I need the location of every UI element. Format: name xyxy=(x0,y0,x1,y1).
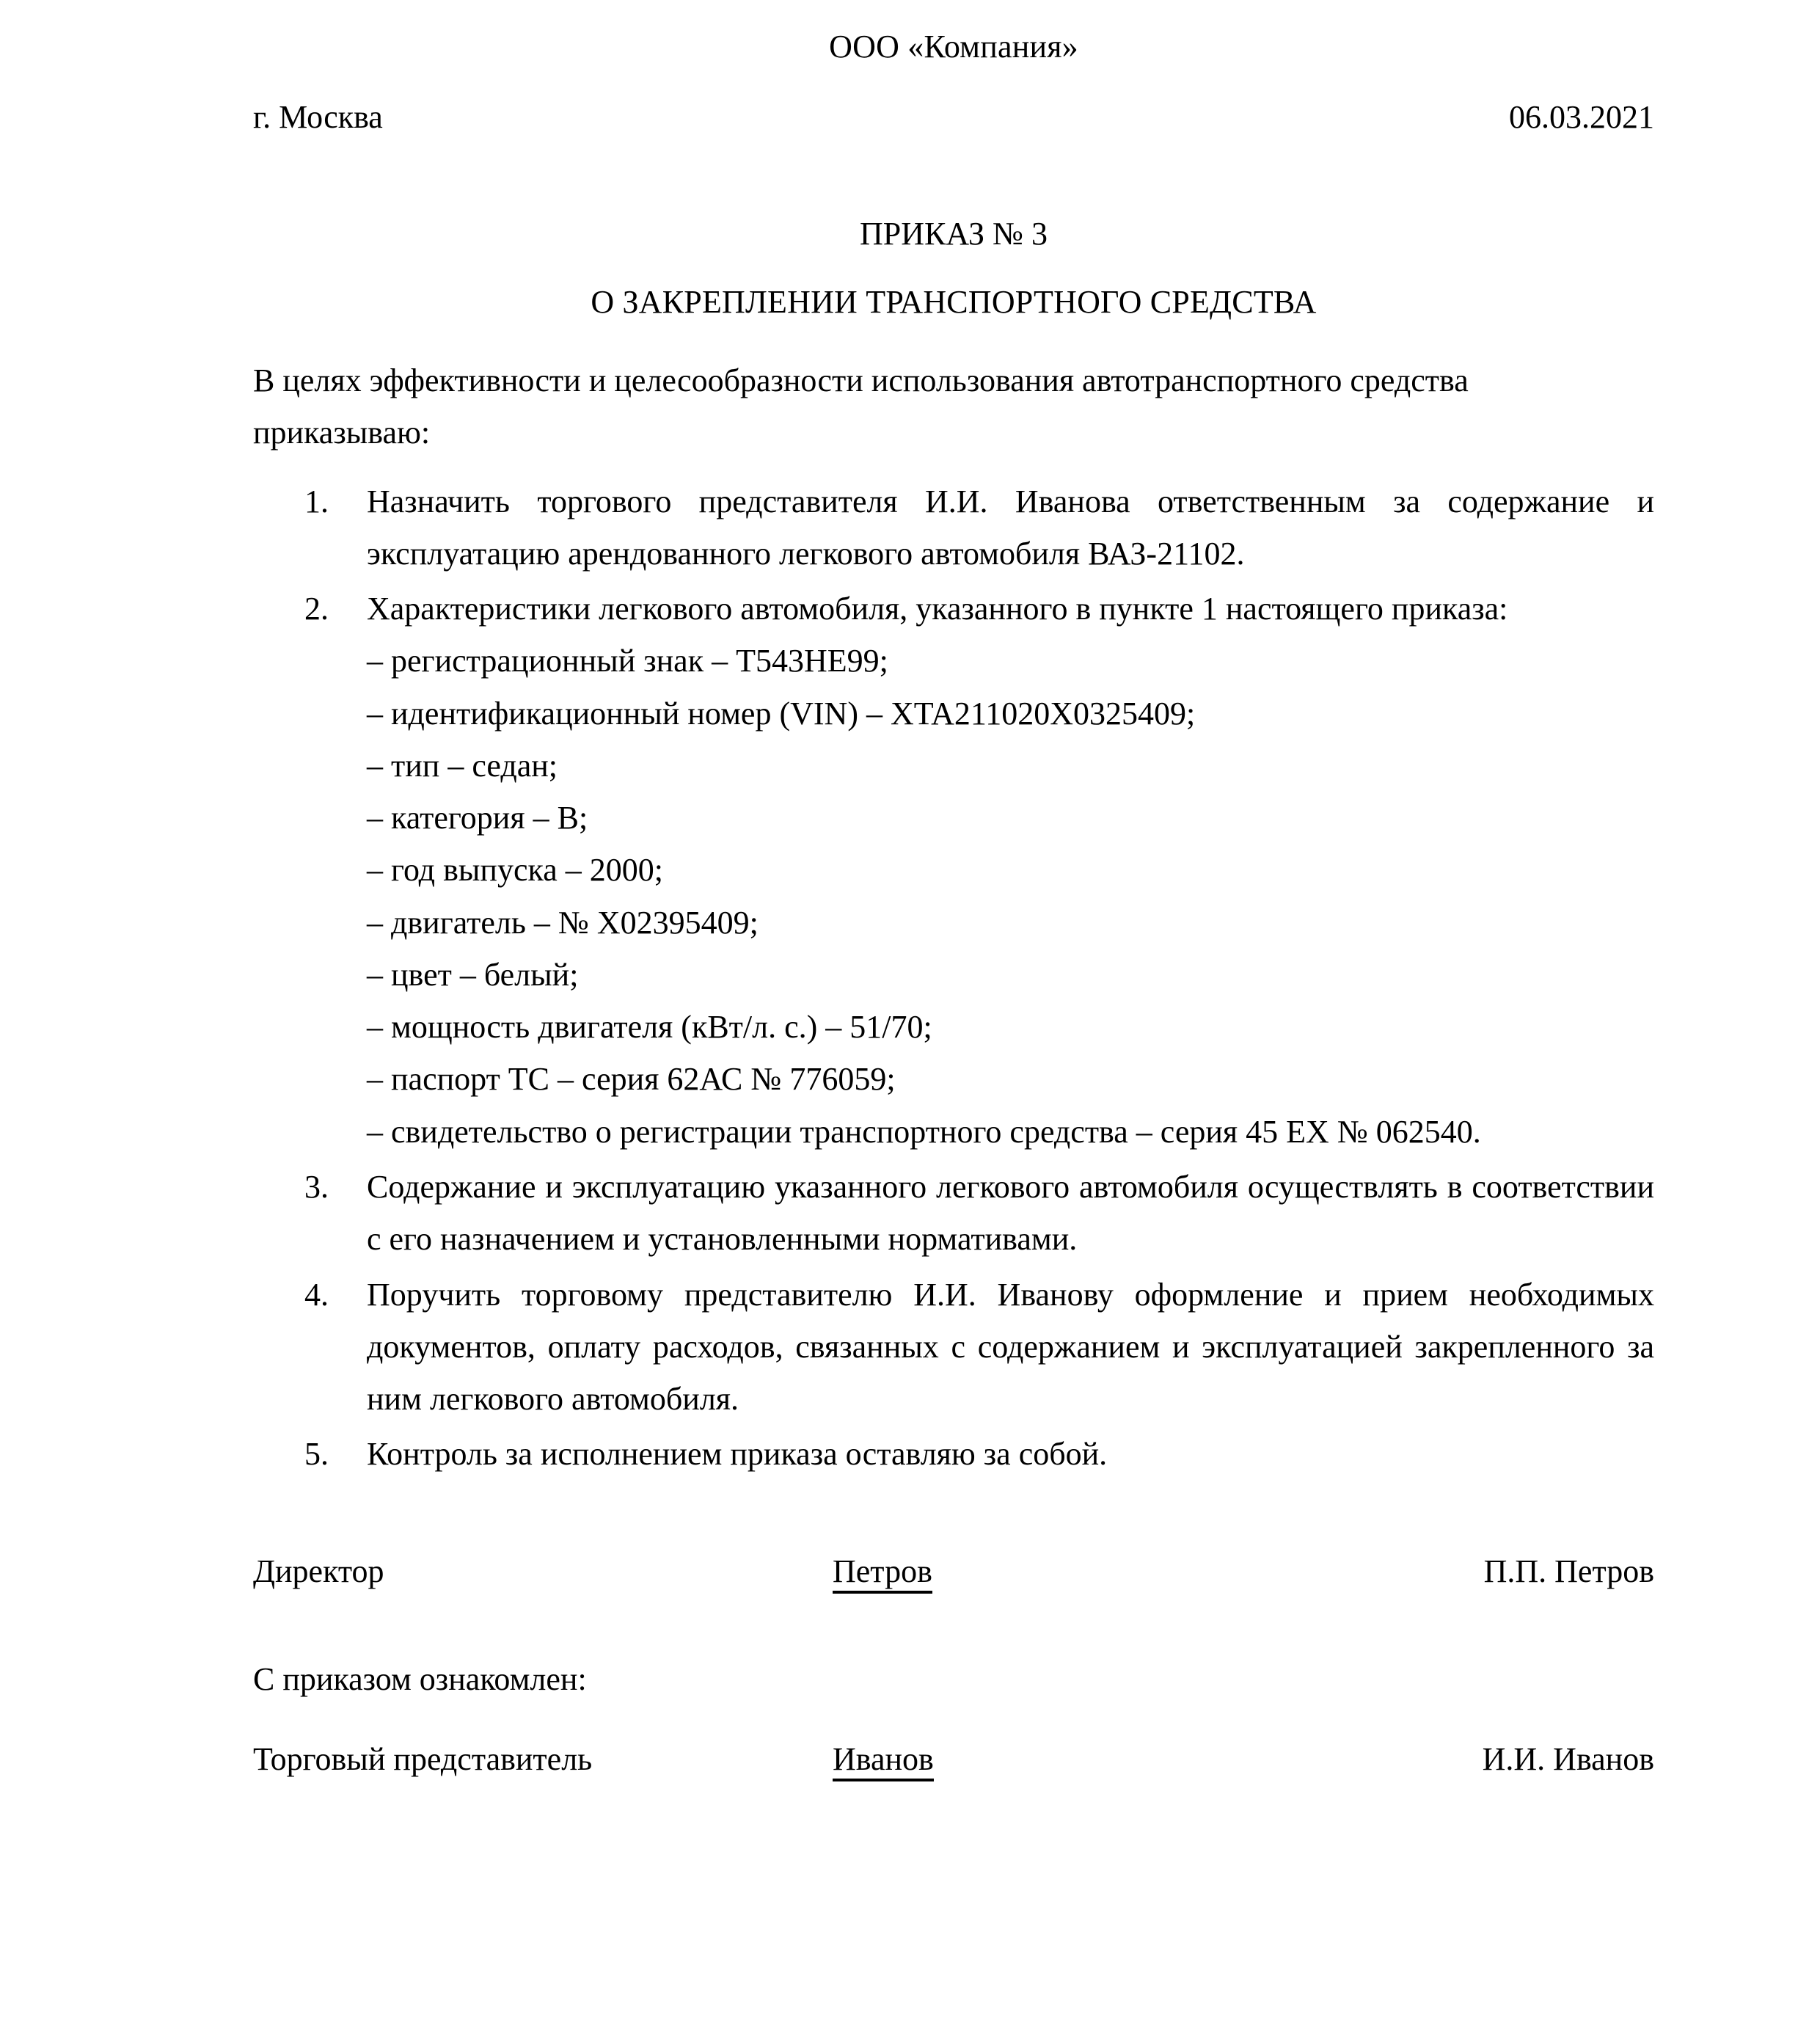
vehicle-spec-item: – паспорт ТС – серия 62АС № 776059; xyxy=(367,1061,896,1098)
order-item-2 xyxy=(253,583,1654,1158)
order-item-marker: 4. xyxy=(304,1276,329,1313)
director-role-label: Директор xyxy=(253,1553,384,1589)
order-item-3 xyxy=(253,1161,1654,1266)
order-item-marker: 2. xyxy=(304,591,329,627)
representative-fullname: И.И. Иванов xyxy=(1482,1740,1654,1777)
intro-line-1: В целях эффективности и целесообразности использования автотранспортного средства xyxy=(253,362,1469,398)
vehicle-spec-item: – свидетельство о регистрации транспортного средства – серия 45 ЕХ № 062540. xyxy=(367,1113,1481,1150)
vehicle-spec-item: – мощность двигателя (кВт/л. с.) – 51/70; xyxy=(367,1009,932,1046)
vehicle-spec-item: – регистрационный знак – Т543НЕ99; xyxy=(367,643,888,679)
representative-signature-field xyxy=(833,1740,1243,1778)
document-date: 06.03.2021 xyxy=(1509,99,1654,135)
document-content xyxy=(253,0,1654,1778)
intro-line-2: приказываю: xyxy=(253,415,431,451)
order-subject-title: О ЗАКРЕПЛЕНИИ ТРАНСПОРТНОГО СРЕДСТВА xyxy=(591,284,1317,320)
vehicle-spec-item: – тип – седан; xyxy=(367,747,558,784)
vehicle-spec-item: – идентификационный номер (VIN) – XTA211020X0325409; xyxy=(367,695,1196,732)
vehicle-spec-item: – цвет – белый; xyxy=(367,956,579,993)
order-number-title: ПРИКАЗ № 3 xyxy=(859,216,1048,252)
director-signature-field xyxy=(833,1553,1243,1590)
vehicle-spec-item: – год выпуска – 2000; xyxy=(367,852,663,889)
order-item-text: Поручить торговому представителю И.И. Иванову оформление и прием необходимых документов, оплату расходов, связанных с содержанием и эксплуатацией закрепленного за ним легкового автомобиля. xyxy=(367,1276,1654,1418)
place-date-row xyxy=(253,98,1654,136)
order-item-marker: 1. xyxy=(304,483,329,519)
order-items-list xyxy=(253,475,1654,1481)
order-item-text: Характеристики легкового автомобиля, указанного в пункте 1 настоящего приказа: xyxy=(367,591,1508,627)
organization-name: ООО «Компания» xyxy=(829,29,1078,65)
representative-signature-row xyxy=(253,1740,1654,1778)
vehicle-spec-item: – категория – В; xyxy=(367,800,588,836)
vehicle-specs-list xyxy=(367,635,1654,1158)
director-signature-row xyxy=(253,1553,1654,1590)
order-item-4 xyxy=(253,1269,1654,1426)
place-of-issue: г. Москва xyxy=(253,99,383,135)
order-item-text: Содержание и эксплуатацию указанного легкового автомобиля осуществлять в соответствии с его назначением и установленными нормативами. xyxy=(367,1168,1654,1258)
order-item-text: Контроль за исполнением приказа оставляю за собой. xyxy=(367,1436,1108,1473)
representative-signature-text: Иванов xyxy=(833,1741,934,1781)
director-fullname: П.П. Петров xyxy=(1483,1553,1654,1589)
acknowledgement-label: С приказом ознакомлен: xyxy=(253,1660,587,1697)
signature-block xyxy=(253,1553,1654,1778)
order-item-marker: 3. xyxy=(304,1168,329,1205)
intro-paragraph xyxy=(253,354,1654,459)
order-item-marker: 5. xyxy=(304,1436,329,1473)
representative-role-label: Торговый представитель xyxy=(253,1740,593,1777)
director-signature-text: Петров xyxy=(833,1553,932,1594)
order-item-5 xyxy=(253,1428,1654,1480)
vehicle-spec-item: – двигатель – № X02395409; xyxy=(367,904,759,941)
order-item-text: Назначить торгового представителя И.И. Иванова ответственным за содержание и эксплуатацию арендованного легкового автомобиля ВАЗ-21102. xyxy=(367,483,1654,572)
order-item-1 xyxy=(253,475,1654,580)
